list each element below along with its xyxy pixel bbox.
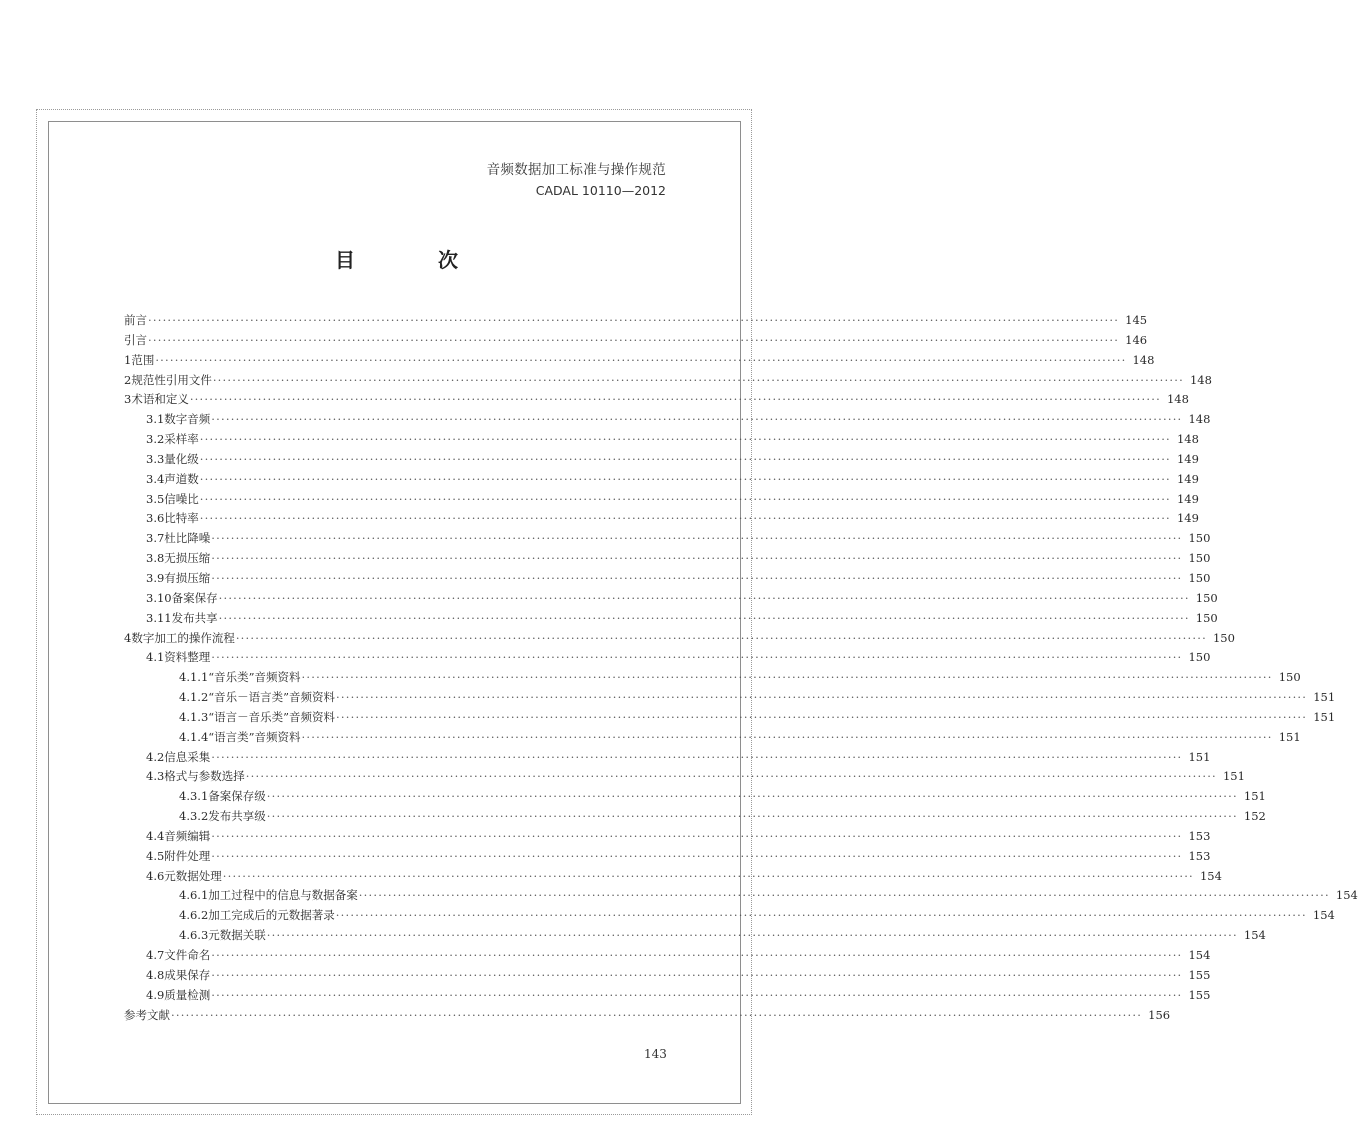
toc-entry-number: 3.5 [146, 491, 165, 506]
toc-entry-label: 格式与参数选择 [164, 769, 245, 784]
toc-entry-number: 4.6.2 [179, 908, 209, 923]
toc-entry-label: 前言 [124, 313, 147, 327]
toc-entry[interactable] [124, 966, 1211, 986]
page-number: 143 [644, 1047, 667, 1061]
toc-entry-page: 150 [1188, 650, 1211, 665]
toc-entry[interactable] [124, 371, 1212, 391]
toc-entry-number: 3.2 [146, 432, 165, 447]
toc-entry[interactable] [124, 331, 1148, 351]
toc-leader-dots: ········································································································································································································ [211, 650, 1183, 665]
toc-leader-dots: ········································································································································································································ [199, 471, 1171, 486]
toc-entry-label: 引言 [124, 332, 147, 347]
toc-entry-label: 采样率 [164, 432, 199, 447]
toc-entry-label: 备案保存级 [208, 789, 266, 804]
toc-entry[interactable] [124, 827, 1211, 847]
toc-entry[interactable] [124, 311, 1148, 331]
table-of-contents [124, 311, 1358, 1025]
toc-entry-number: 4.3 [146, 769, 165, 784]
toc-entry-label: “音乐类”音频资料 [208, 670, 301, 685]
toc-entry-label: 元数据关联 [208, 928, 266, 943]
toc-entry-label: 文件命名 [164, 948, 211, 962]
toc-entry-number: 4.3.1 [179, 789, 209, 804]
toc-entry-number: 3.6 [146, 511, 165, 526]
toc-leader-dots: ········································································································································································································ [211, 828, 1183, 843]
toc-entry-page: 155 [1188, 987, 1211, 1002]
toc-entry-number: 3.4 [146, 471, 165, 486]
toc-entry-label: 资料整理 [164, 650, 211, 665]
toc-title: 目 次 [335, 248, 496, 272]
toc-entry-number: 4 [124, 630, 132, 645]
toc-entry-number: 4.1.4 [179, 729, 209, 744]
toc-entry[interactable] [124, 787, 1266, 807]
toc-entry[interactable] [124, 867, 1222, 887]
toc-entry[interactable] [124, 688, 1336, 708]
toc-leader-dots: ········································································································································································································ [212, 372, 1184, 387]
toc-leader-dots: ········································································································································································································ [211, 948, 1183, 962]
toc-entry-page: 151 [1222, 769, 1245, 784]
toc-entry-page: 148 [1132, 352, 1155, 367]
toc-entry-number: 4.6 [146, 868, 165, 883]
toc-entry-page: 149 [1176, 511, 1199, 526]
toc-entry-label: 声道数 [164, 471, 199, 486]
toc-entry-label: 成果保存 [164, 967, 211, 982]
toc-entry[interactable] [124, 549, 1211, 569]
toc-leader-dots: ········································································································································································································ [336, 709, 1308, 724]
toc-entry-label: “语言类”音频资料 [208, 729, 301, 744]
toc-entry-number: 4.9 [146, 987, 165, 1002]
toc-entry-page: 149 [1176, 471, 1199, 486]
toc-entry-page: 150 [1278, 670, 1301, 685]
toc-entry-label: 加工完成后的元数据著录 [208, 908, 335, 923]
toc-entry-page: 149 [1176, 491, 1199, 506]
toc-entry-page: 153 [1188, 848, 1211, 863]
toc-entry-page: 155 [1188, 967, 1211, 982]
toc-entry-number: 3.9 [146, 570, 165, 585]
header-code: CADAL 10110—2012 [535, 183, 666, 198]
toc-entry-number: 3.1 [146, 412, 165, 427]
toc-leader-dots: ········································································································································································································ [266, 809, 1238, 824]
toc-entry-number: 3.3 [146, 451, 165, 466]
toc-entry-label: 比特率 [164, 511, 199, 526]
toc-entry-page: 153 [1188, 828, 1211, 843]
toc-entry-number: 3.7 [146, 531, 165, 546]
toc-entry[interactable] [124, 807, 1266, 827]
toc-entry[interactable] [124, 529, 1211, 549]
toc-entry-label: 发布共享级 [208, 809, 266, 824]
toc-entry-number: 4.6.1 [179, 888, 209, 903]
toc-entry-page: 151 [1313, 690, 1336, 705]
toc-entry-page: 152 [1243, 809, 1266, 824]
toc-leader-dots: ········································································································································································································ [211, 551, 1183, 566]
toc-leader-dots: ········································································································································································································ [266, 789, 1238, 804]
toc-entry-number: 4.2 [146, 749, 165, 764]
toc-leader-dots: ········································································································································································································ [199, 432, 1171, 447]
toc-entry-label: 音频编辑 [164, 828, 211, 843]
toc-entry-label: 量化级 [164, 451, 199, 466]
toc-leader-dots: ········································································································································································································ [211, 570, 1183, 585]
toc-entry-number: 4.5 [146, 848, 165, 863]
toc-leader-dots: ········································································································································································································ [199, 511, 1171, 526]
toc-entry[interactable] [124, 450, 1199, 470]
toc-entry-label: 数字音频 [164, 412, 211, 427]
toc-entry-page: 151 [1188, 749, 1211, 764]
toc-entry[interactable] [124, 886, 1358, 906]
toc-entry-number: 4.1.1 [179, 670, 209, 685]
toc-entry-page: 154 [1312, 908, 1335, 923]
toc-leader-dots: ········································································································································································································ [211, 749, 1183, 764]
toc-entry-page: 150 [1195, 610, 1218, 625]
toc-entry-page: 150 [1188, 570, 1211, 585]
toc-entry-label: 参考文献 [124, 1007, 170, 1022]
toc-entry[interactable] [124, 767, 1245, 787]
toc-entry-page: 148 [1166, 392, 1189, 407]
toc-entry-number: 4.1 [146, 650, 165, 665]
toc-entry-label: 术语和定义 [131, 392, 189, 407]
toc-entry-page: 154 [1243, 928, 1266, 943]
toc-entry-page: 149 [1176, 451, 1199, 466]
toc-entry[interactable] [124, 946, 1211, 966]
toc-entry[interactable] [124, 926, 1266, 946]
toc-entry-page: 148 [1176, 432, 1199, 447]
toc-entry-label: 规范性引用文件 [131, 372, 212, 387]
toc-entry-label: 信息采集 [164, 749, 211, 764]
toc-entry-label: 数字加工的操作流程 [131, 630, 235, 645]
toc-entry[interactable] [124, 847, 1211, 867]
toc-entry-label: 发布共享 [171, 610, 218, 625]
toc-entry[interactable] [124, 390, 1189, 410]
toc-entry-number: 4.4 [146, 828, 165, 843]
toc-entry[interactable] [124, 490, 1199, 510]
toc-entry-number: 3 [124, 392, 132, 407]
toc-leader-dots: ········································································································································································································ [189, 392, 1161, 407]
toc-entry-page: 146 [1125, 332, 1148, 347]
toc-entry[interactable] [124, 1006, 1171, 1026]
toc-leader-dots: ········································································································································································································ [245, 769, 1217, 784]
toc-entry-number: 4.3.2 [179, 809, 209, 824]
toc-entry-page: 154 [1188, 948, 1211, 962]
toc-leader-dots: ········································································································································································································ [211, 848, 1183, 863]
toc-entry-number: 4.1.3 [179, 709, 209, 724]
toc-entry-number: 4.1.2 [179, 690, 209, 705]
toc-entry-number: 4.6.3 [179, 928, 209, 943]
toc-leader-dots: ········································································································································································································ [171, 1007, 1143, 1022]
toc-entry-label: “语言－音乐类”音频资料 [208, 709, 336, 724]
toc-leader-dots: ········································································································································································································ [218, 590, 1190, 605]
toc-entry[interactable] [124, 708, 1336, 728]
toc-leader-dots: ········································································································································································································ [218, 610, 1190, 625]
toc-entry-number: 2 [124, 372, 132, 387]
toc-entry-label: 无损压缩 [164, 551, 211, 566]
toc-entry-number: 4.8 [146, 967, 165, 982]
toc-entry[interactable] [124, 668, 1301, 688]
toc-entry-page: 156 [1148, 1007, 1171, 1022]
toc-entry-page: 150 [1188, 551, 1211, 566]
toc-entry-page: 148 [1188, 412, 1211, 427]
toc-entry-label: 信噪比 [164, 491, 199, 506]
toc-entry[interactable] [124, 986, 1211, 1006]
toc-entry-page: 150 [1195, 590, 1218, 605]
toc-entry-number: 3.10 [146, 590, 172, 605]
toc-entry-page: 150 [1188, 531, 1211, 546]
toc-leader-dots: ········································································································································································································ [301, 670, 1273, 685]
toc-leader-dots: ········································································································································································································ [199, 451, 1171, 466]
toc-entry-page: 151 [1313, 709, 1336, 724]
toc-leader-dots: ········································································································································································································ [148, 313, 1120, 327]
toc-entry[interactable] [124, 470, 1199, 490]
toc-entry[interactable] [124, 569, 1211, 589]
toc-entry[interactable] [124, 906, 1335, 926]
toc-leader-dots: ········································································································································································································ [335, 908, 1307, 923]
toc-leader-dots: ········································································································································································································ [222, 868, 1194, 883]
toc-leader-dots: ········································································································································································································ [148, 332, 1120, 347]
toc-entry-page: 145 [1125, 313, 1148, 327]
toc-entry[interactable] [124, 748, 1211, 768]
toc-entry[interactable] [124, 430, 1199, 450]
toc-entry[interactable] [124, 589, 1218, 609]
toc-leader-dots: ········································································································································································································ [211, 412, 1183, 427]
toc-entry[interactable] [124, 351, 1155, 371]
toc-leader-dots: ········································································································································································································ [199, 491, 1171, 506]
toc-entry-page: 148 [1189, 372, 1212, 387]
toc-entry-label: 范围 [131, 352, 155, 367]
toc-entry-label: 附件处理 [164, 848, 211, 863]
toc-entry-number: 1 [124, 352, 132, 367]
toc-entry[interactable] [124, 410, 1211, 430]
toc-leader-dots: ········································································································································································································ [235, 630, 1207, 645]
toc-entry[interactable] [124, 509, 1199, 529]
toc-entry-label: “音乐－语言类”音频资料 [208, 690, 336, 705]
toc-entry[interactable] [124, 629, 1235, 649]
toc-entry-label: 杜比降噪 [164, 531, 211, 546]
toc-leader-dots: ········································································································································································································ [336, 690, 1308, 705]
toc-entry-label: 元数据处理 [164, 868, 222, 883]
page-header [487, 160, 666, 200]
toc-entry[interactable] [124, 648, 1211, 668]
toc-leader-dots: ········································································································································································································ [211, 531, 1183, 546]
toc-entry-page: 150 [1212, 630, 1235, 645]
toc-leader-dots: ········································································································································································································ [358, 888, 1330, 903]
toc-entry-page: 154 [1199, 868, 1222, 883]
toc-leader-dots: ········································································································································································································ [211, 967, 1183, 982]
toc-leader-dots: ········································································································································································································ [155, 352, 1127, 367]
toc-entry-label: 备案保存 [171, 590, 218, 605]
toc-entry-label: 加工过程中的信息与数据备案 [208, 888, 358, 903]
toc-entry-number: 4.7 [146, 948, 165, 962]
toc-entry-page: 154 [1335, 888, 1358, 903]
header-title: 音频数据加工标准与操作规范 [486, 162, 666, 178]
toc-entry-number: 3.8 [146, 551, 165, 566]
toc-entry[interactable] [124, 728, 1301, 748]
toc-leader-dots: ········································································································································································································ [266, 928, 1238, 943]
toc-entry-label: 质量检测 [164, 987, 211, 1002]
toc-leader-dots: ········································································································································································································ [301, 729, 1273, 744]
toc-entry-page: 151 [1278, 729, 1301, 744]
toc-entry-number: 3.11 [146, 610, 172, 625]
toc-leader-dots: ········································································································································································································ [211, 987, 1183, 1002]
toc-entry[interactable] [124, 609, 1218, 629]
toc-entry-page: 151 [1243, 789, 1266, 804]
toc-entry-label: 有损压缩 [164, 570, 211, 585]
